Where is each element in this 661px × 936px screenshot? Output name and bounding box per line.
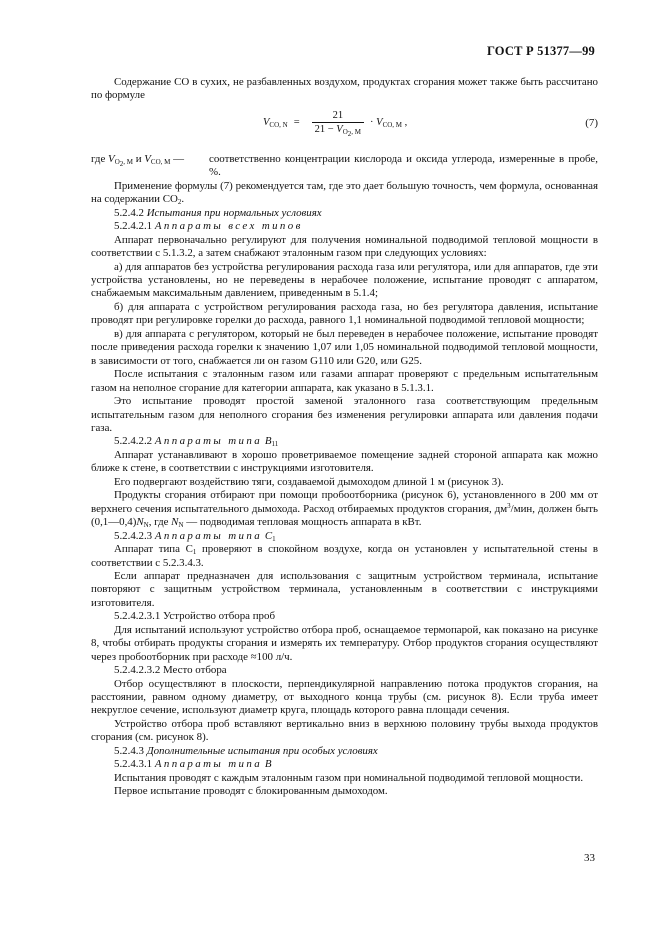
formula-expression: $V_{CO, N}$ = $\frac{21}{21 - V_{O_2, M}}$ · $V_{CO, M}$ , <box>263 109 408 139</box>
where-clause <box>91 153 598 180</box>
replace-gas-paragraph: Это испытание проводят простой заменой эталонного газа соответствующим предельным испытательным газом для неполного сгорания без изменения регулировки аппарата или давления подачи газа. <box>91 395 598 434</box>
paragraph-5-2-4-2-3-a: Аппарат типа $C_1$ проверяют в спокойном воздухе, когда он установлен у испытательной стены в соответствии с 5.2.3.4.3. <box>91 543 598 569</box>
list-item-b: б) для аппарата с устройством регулирования расхода газа, но без регулятора давления, испытание проводят при регулировке горелки до расхода, равного 1,1 номинальной подводимой тепловой мощности; <box>91 300 598 327</box>
section-5-2-4-2-heading: 5.2.4.2 Испытания при нормальных условиях <box>114 206 322 219</box>
where-label: где $V_{O_2, M}$ и $V_{CO, M}$ — <box>91 152 184 168</box>
paragraph-5-2-4-3-1-b: Первое испытание проводят с блокированным дымоходом. <box>114 785 388 798</box>
document-body <box>91 76 598 799</box>
where-text: соответственно концентрации кислорода и оксида углерода, измеренные в пробе, %. <box>209 152 598 179</box>
formula-rhs: · $V_{CO, M}$ , <box>370 117 408 130</box>
formula-use-paragraph: Применение формулы (7) рекомендуется там, где это дает большую точность, чем формула, основанная на содержании $CO_2$. <box>91 179 598 207</box>
formula-fraction <box>312 109 364 137</box>
section-5-2-4-2-3-1-heading: 5.2.4.2.3.1 Устройство отбора проб <box>114 610 275 623</box>
page-header-standard: ГОСТ Р 51377—99 <box>486 44 595 58</box>
section-5-2-4-2-3-2-heading: 5.2.4.2.3.2 Место отбора <box>114 664 227 677</box>
section-5-2-4-2-1-heading: 5.2.4.2.1 Аппараты всех типов <box>114 220 303 233</box>
section-5-2-4-2-2-heading: 5.2.4.2.2 Аппараты типа $B_{11}$ <box>114 435 279 449</box>
formula-7 <box>91 105 598 149</box>
paragraph-5-2-4-2-3-b: Если аппарат предназначен для использования с защитным устройством терминала, испытание повторяют с защитным устройством терминала, установленным в соответствии с инструкциями изготовителя. <box>91 569 598 609</box>
section-5-2-4-3-1-heading: 5.2.4.3.1 Аппараты типа B <box>114 758 272 771</box>
paragraph-5-2-4-2-2-b: Его подвергают воздействию тяги, создаваемой дымоходом длиной 1 м (рисунок 3). <box>114 475 504 488</box>
formula-denominator: $21 - V_{O_2, M}$ <box>312 122 364 136</box>
paragraph-5-2-4-2-3-1: Для испытаний используют устройство отбора проб, оснащаемое термопарой, как показано на рисунке 8, чтобы отбирать продукты сгорания и измерять их температуру. Отбор продуктов сгорания осуществляют через пробоотборник при расходе ≈100 л/ч. <box>91 623 598 663</box>
paragraph-5-2-4-2-2-a: Аппарат устанавливают в хорошо проветриваемое помещение задней стороной аппарата как можно ближе к стене, в соответствии с инструкциями изготовителя. <box>91 448 598 475</box>
section-5-2-4-3-heading: 5.2.4.3 Дополнительные испытания при особых условиях <box>114 744 378 757</box>
paragraph-5-2-4-2-2-c: Продукты сгорания отбирают при помощи пробоотборника (рисунок 6), установленного в 200 мм от верхнего сечения испытательного дымохода. Расход отбираемых продуктов сгорания, $дм^3$/мин, должен быть $(0,1—0,4)N_N$, где $N_N$ — подводимая тепловая мощность аппарата в кВт. <box>91 489 598 530</box>
page-number: 33 <box>584 852 595 864</box>
after-test-paragraph: После испытания с эталонным газом или газами аппарат проверяют с предельным испытательным газом на неполное сгорание для категории аппарата, как указано в 5.1.3.1. <box>91 368 598 394</box>
paragraph-5-2-4-2-3-2-a: Отбор осуществляют в плоскости, перпендикулярной направлению потока продуктов сгорания, на расстоянии, равном одному диаметру, от выходного конца трубы (см. рисунок 8). Если труба имеет некруглое сечение, используют диаметр круга, площадь которого равна площади сечения. <box>91 677 598 717</box>
section-5-2-4-2-3-heading: 5.2.4.2.3 Аппараты типа $C_1$ <box>114 529 276 543</box>
paragraph-5-2-4-2-3-2-b: Устройство отбора проб вставляют вертикально вниз в верхнюю половину трубы выхода продуктов сгорания (см. рисунок 8). <box>91 717 598 744</box>
formula-number: (7) <box>585 116 598 129</box>
formula-lhs: $V_{CO, N}$ <box>263 117 288 130</box>
list-item-v: в) для аппарата с регулятором, который не был переведен в нерабочее положение, испытание проводят после приведения расхода горелки к значению 1,07 или 1,05 номинальной подводимой тепловой мощности, в зависимости от того, снабжается ли он газом G110 или G20, или G25. <box>91 327 598 367</box>
paragraph-5-2-4-3-1-a: Испытания проводят с каждым эталонным газом при номинальной подводимой тепловой мощности. <box>114 771 584 784</box>
list-item-a: а) для аппаратов без устройства регулирования расхода газа или регулятора, или для аппаратов, где эти устройства установлены, но не переведены в нерабочее положение, испытание проводят с аппаратом, снабжаемым максимальным давлением, приведенным в 5.1.4; <box>91 260 598 300</box>
paragraph-5-2-4-2-1: Аппарат первоначально регулируют для получения номинальной подводимой тепловой мощности в соответствии с 5.1.3.2, а затем снабжают эталонным газом при следующих условиях: <box>91 233 598 260</box>
formula-numerator: 21 <box>332 109 344 121</box>
intro-paragraph: Содержание CO в сухих, не разбавленных воздухом, продуктах сгорания может также быть рассчитано по формуле <box>91 76 598 102</box>
